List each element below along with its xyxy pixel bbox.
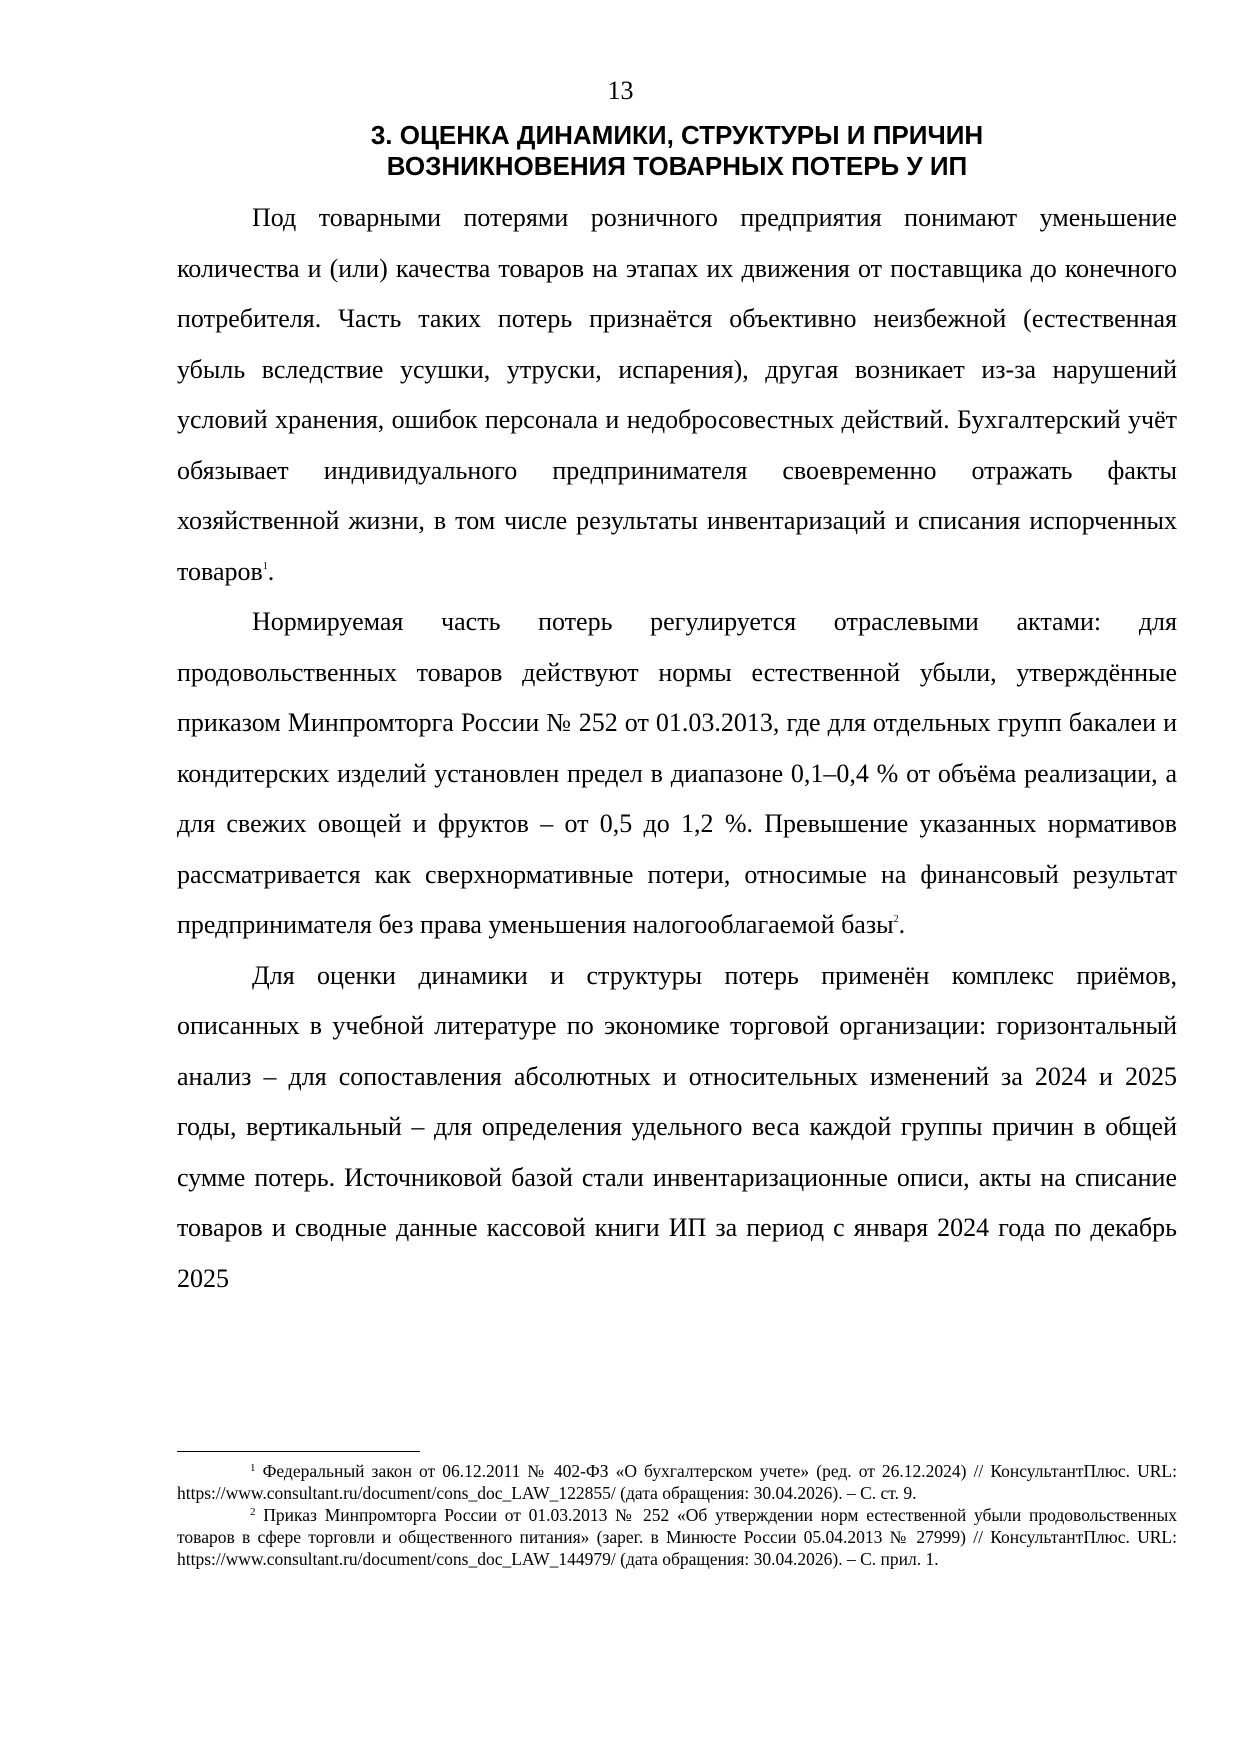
page-number: 13 [607,76,634,105]
footnote-2-number: 2 [250,1506,256,1518]
section-heading-line-2: ВОЗНИКНОВЕНИЯ ТОВАРНЫХ ПОТЕРЬ У ИП [386,151,968,181]
section-heading [177,120,1177,182]
footnote-1-number: 1 [250,1462,256,1474]
paragraph-1-end: . [267,556,275,586]
paragraph-3-text: Для оценки динамики и структуры потерь применён комплекс приёмов, описанных в учебной литературе по экономике торговой организации: горизонтальный анализ – для сопоставления абсолютных и относительных изменений за 2024 и 2025 годы, вертикальный – для определения удельного веса каждой группы причин в общей сумме потерь. Источниковой базой стали инвентаризационные описи, акты на списание товаров и сводные данные кассовой книги ИП за период с января 2024 года по декабрь 2025 [177,960,1177,1293]
paragraph-3 [177,951,1177,1305]
paragraph-2-end: . [898,910,906,939]
footnote-2 [177,1504,1177,1570]
paragraph-1 [177,193,1177,597]
paragraph-2-text: Нормируемая часть потерь регулируется отраслевыми актами: для продовольственных товаров действуют нормы естественной убыли, утверждённые приказом Минпромторга России № 252 от 01.03.2013, где для отдельных групп бакалеи и кондитерских изделий установлен предел в диапазоне 0,1–0,4 % от объёма реализации, а для свежих овощей и фруктов – от 0,5 до 1,2 %. Превышение указанных нормативов рассматривается как сверхнормативные потери, относимые на финансовый результат предпринимателя без права уменьшения налогооблагаемой базы [177,607,1177,939]
section-heading-line-1: 3. ОЦЕНКА ДИНАМИКИ, СТРУКТУРЫ И ПРИЧИН [370,120,984,150]
footnote-ref-1: 1 [262,560,268,572]
paragraph-1-text: Под товарными потерями розничного предприятия понимают уменьшение количества и (или) качества товаров на этапах их движения от поставщика до конечного потребителя. Часть таких потерь признаётся объективно неизбежной (естественная убыль вследствие усушки, утруски, испарения), другая возникает из-за нарушений условий хранения, ошибок персонала и недобросовестных действий. Бухгалтерский учёт обязывает индивидуального предпринимателя своевременно отражать факты хозяйственной жизни, в том числе результаты инвентаризаций и списания испорченных товаров [177,203,1177,586]
footnote-separator [177,1451,420,1452]
footnote-1-text: Федеральный закон от 06.12.2011 № 402-ФЗ «О бухгалтерском учете» (ред. от 26.12.2024) // КонсультантПлюс. URL: https://www.consultant.ru/document/cons_doc_LAW_122855/ (дата обращения: 30.04.2026). – С. ст. 9. [177,1461,1177,1503]
paragraph-2 [177,597,1177,951]
footnotes [177,1460,1177,1570]
footnote-2-text: Приказ Минпромторга России от 01.03.2013 № 252 «Об утверждении норм естественной убыли продовольственных товаров в сфере торговли и общественного питания» (зарег. в Минюсте России 05.04.2013 № 27999) // КонсультантПлюс. URL: https://www.consultant.ru/document/cons_doc_LAW_144979/ (дата обращения: 30.04.2026). – С. прил. 1. [177,1505,1178,1569]
footnote-ref-2: 2 [893,914,899,925]
body-text [177,193,1177,1304]
footnote-1 [177,1460,1177,1504]
